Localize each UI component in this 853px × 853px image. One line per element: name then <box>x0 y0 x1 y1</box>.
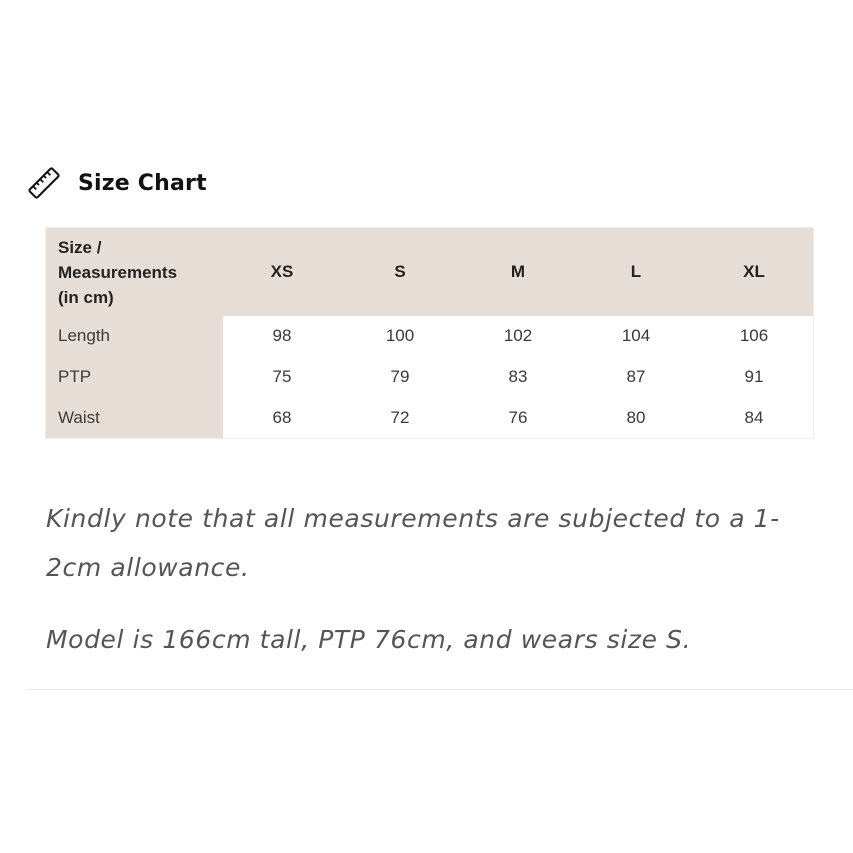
size-table-container <box>45 227 814 439</box>
table-cell: 83 <box>459 357 577 398</box>
corner-header <box>46 228 223 316</box>
table-cell: 84 <box>695 397 813 438</box>
section-divider <box>26 689 853 690</box>
size-chart-header <box>26 164 207 202</box>
table-row <box>46 357 813 398</box>
table-cell: 80 <box>577 397 695 438</box>
size-chart-title: Size Chart <box>78 170 207 196</box>
allowance-note: Kindly note that all measurements are subjected to a 1-2cm allowance. <box>46 504 780 582</box>
table-cell: 106 <box>695 316 813 357</box>
size-header-m: M <box>510 262 526 281</box>
table-cell: 79 <box>341 357 459 398</box>
row-label-length: Length <box>46 316 223 357</box>
table-cell: 75 <box>223 357 341 398</box>
row-label-waist: Waist <box>46 397 223 438</box>
table-cell: 100 <box>341 316 459 357</box>
table-cell: 98 <box>223 316 341 357</box>
corner-header-line: (in cm) <box>58 287 114 307</box>
corner-header-line: Measurements <box>58 262 178 282</box>
table-cell: 68 <box>223 397 341 438</box>
size-header-xl: XL <box>743 262 765 281</box>
ruler-icon <box>26 165 62 201</box>
table-cell: 102 <box>459 316 577 357</box>
table-cell: 87 <box>577 357 695 398</box>
model-info-note: Model is 166cm tall, PTP 76cm, and wears size S. <box>46 625 692 654</box>
size-table-header-row <box>46 228 813 316</box>
table-row <box>46 397 813 438</box>
table-cell: 72 <box>341 397 459 438</box>
table-row <box>46 316 813 357</box>
size-table <box>46 228 813 438</box>
table-cell: 104 <box>577 316 695 357</box>
size-header-s: S <box>394 262 406 281</box>
table-cell: 91 <box>695 357 813 398</box>
table-cell: 76 <box>459 397 577 438</box>
corner-header-line: Size / <box>58 237 102 257</box>
size-header-xs: XS <box>270 262 294 281</box>
row-label-ptp: PTP <box>46 357 223 398</box>
size-header-l: L <box>630 262 642 281</box>
